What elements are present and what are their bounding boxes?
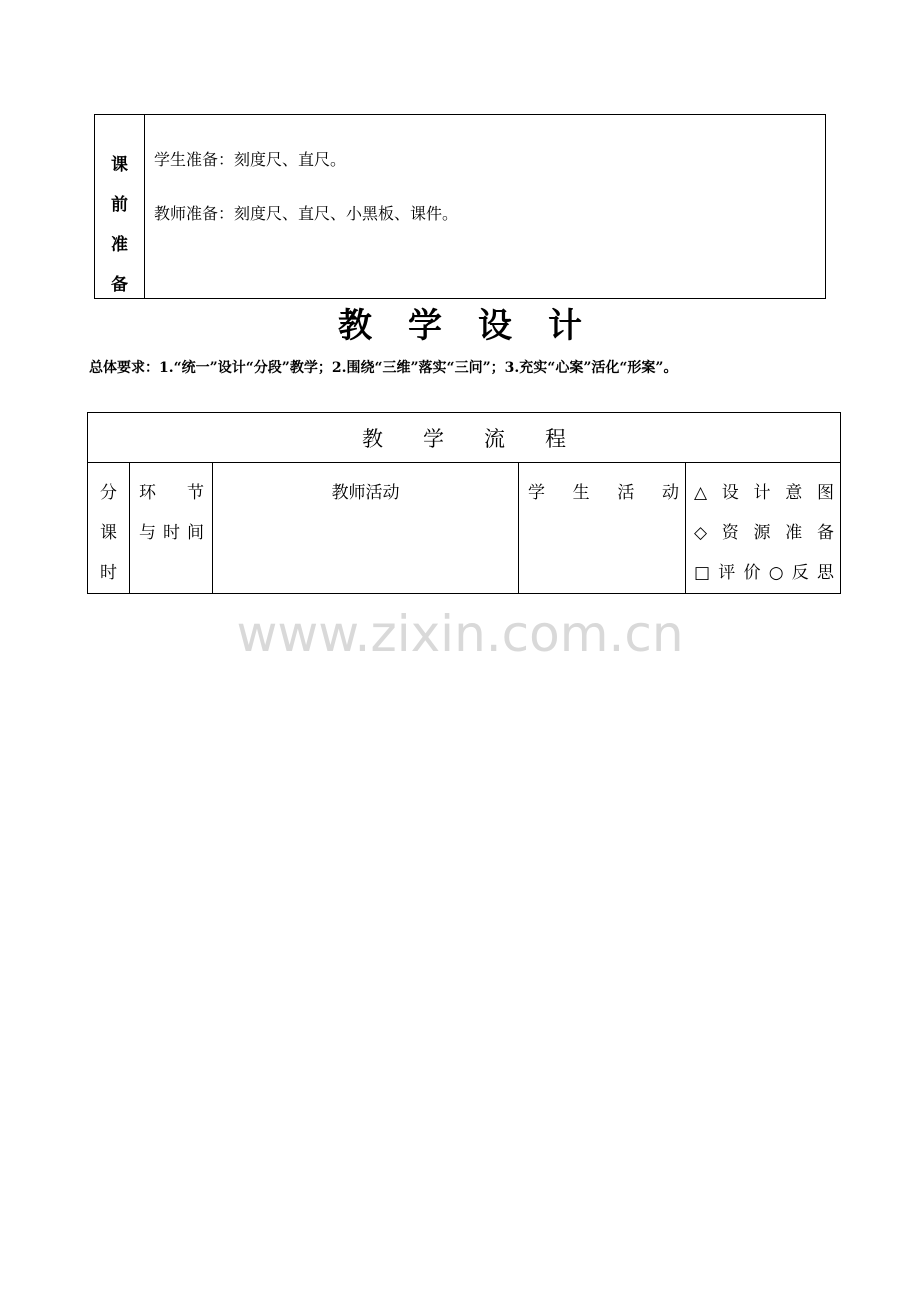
- period-char: 课: [100, 523, 117, 543]
- column-teacher-activity: 教师活动: [213, 463, 519, 594]
- student-char: 学: [528, 483, 545, 503]
- column-design-notes: [686, 463, 841, 594]
- teaching-flow-table: [87, 412, 841, 594]
- overall-requirement: 总体要求：1.“统一”设计“分段”教学；2.围绕“三维”落实“三问”；3.充实“心案”活化“形案”。: [89, 360, 678, 376]
- design-char: 源: [753, 523, 771, 543]
- watermark: www.zixin.com.cn: [236, 605, 684, 663]
- preparation-content: [145, 115, 825, 298]
- period-char: 分: [100, 483, 117, 503]
- column-period: [88, 463, 130, 594]
- student-char: 活: [617, 483, 635, 503]
- prep-label-char: 课: [111, 155, 128, 175]
- design-char: 计: [753, 483, 771, 503]
- pre-class-preparation-box: [94, 114, 826, 299]
- student-preparation: 学生准备：刻度尺、直尺。: [154, 150, 347, 169]
- design-char: 备: [816, 523, 834, 543]
- link-char: 间: [187, 523, 204, 543]
- student-char: 动: [661, 483, 679, 503]
- teacher-preparation: 教师准备：刻度尺、直尺、小黑板、课件。: [154, 204, 459, 223]
- square-icon: □: [694, 563, 711, 583]
- page-title: 教学设计: [338, 306, 618, 346]
- prep-label-char: 前: [111, 195, 128, 215]
- design-char: 评: [718, 563, 736, 583]
- pre-class-preparation-label: [95, 115, 145, 298]
- design-char: 价: [743, 563, 761, 583]
- column-link-and-time: [130, 463, 213, 594]
- design-char: 资: [721, 523, 739, 543]
- link-char: 时: [163, 523, 180, 543]
- design-char: 准: [785, 523, 803, 543]
- period-char: 时: [100, 563, 117, 583]
- link-char: 环: [139, 483, 156, 503]
- column-student-activity: [519, 463, 686, 594]
- circle-icon: ○: [768, 563, 784, 583]
- link-char: 节: [187, 483, 204, 503]
- link-char: 与: [139, 523, 156, 543]
- student-char: 生: [572, 483, 590, 503]
- prep-label-char: 准: [111, 235, 128, 255]
- flow-table-header: 教学流程: [88, 413, 841, 463]
- diamond-icon: ◇: [694, 523, 708, 543]
- design-char: 思: [817, 563, 834, 583]
- triangle-icon: △: [694, 483, 708, 503]
- design-char: 设: [721, 483, 739, 503]
- design-char: 意: [785, 483, 803, 503]
- design-char: 反: [791, 563, 809, 583]
- design-char: 图: [816, 483, 834, 503]
- prep-label-char: 备: [111, 275, 128, 295]
